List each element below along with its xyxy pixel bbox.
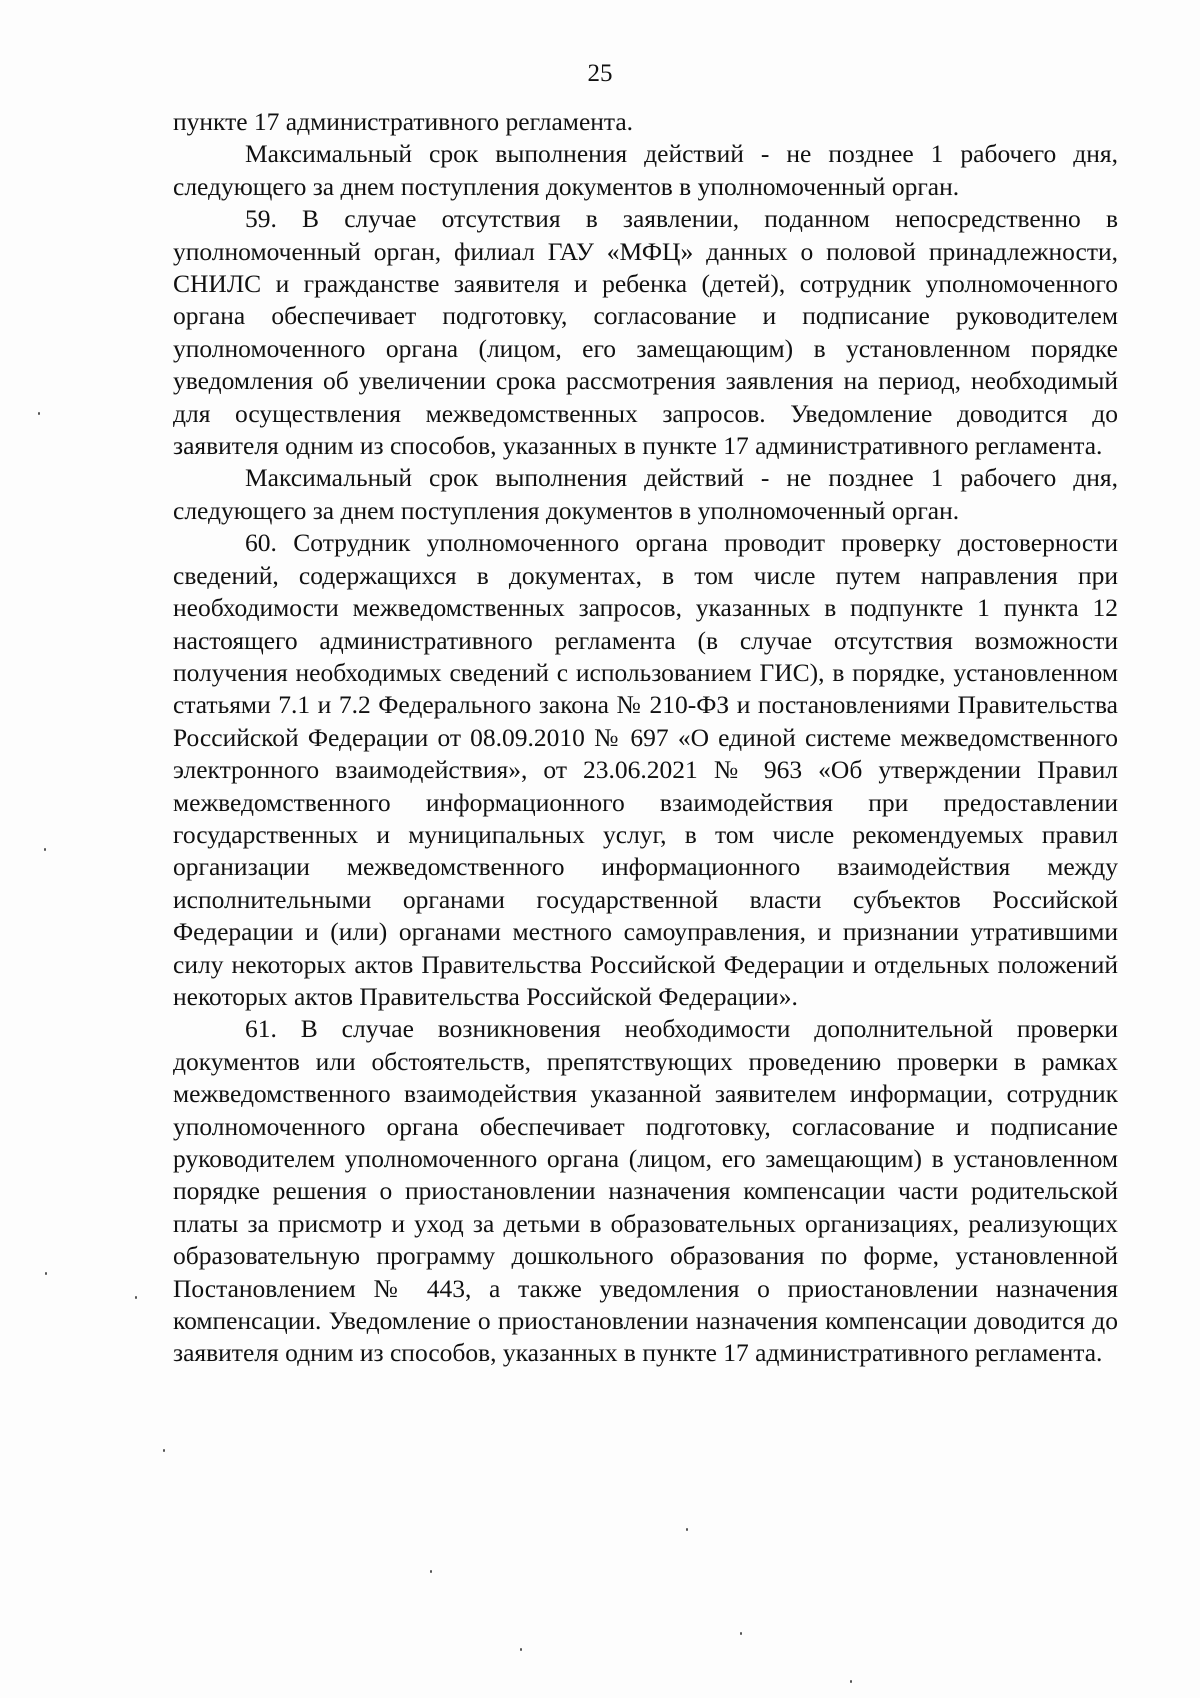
- scan-speck: [740, 1632, 742, 1635]
- scan-speck: [163, 1449, 165, 1452]
- scan-speck: [520, 1648, 522, 1651]
- scan-speck: [686, 1528, 688, 1531]
- scan-speck: [430, 1570, 432, 1573]
- paragraph-59: 59. В случае отсутствия в заявлении, поданном непосредственно в уполномоченный орган, филиал ГАУ «МФЦ» данных о половой принадлежности, СНИЛС и гражданстве заявителя и ребенка (детей), сотрудник уполномоченного органа обеспечивает подготовку, согласование и подписание руководителем уполномоченного органа (лицом, его замещающим) в установленном порядке уведомления об увеличении срока рассмотрения заявления на период, необходимый для осуществления межведомственных запросов. Уведомление доводится до заявителя одним из способов, указанных в пункте 17 административного регламента.: [173, 204, 1118, 461]
- paragraph-continuation: пункте 17 административного регламента.: [173, 107, 634, 136]
- paragraph-61: 61. В случае возникновения необходимости дополнительной проверки документов или обстоятельств, препятствующих проведению проверки в рамках межведомственного взаимодействия указанной заявителем информации, сотрудник уполномоченного органа обеспечивает подготовку, согласование и подписание руководителем уполномоченного органа (лицом, его замещающим) в установленном порядке решения о приостановлении назначения компенсации части родительской платы за присмотр и уход за детьми в образовательных организациях, реализующих образовательную программу дошкольного образования по форме, установленной Постановлением № 443, а также уведомления о приостановлении назначения компенсации. Уведомление о приостановлении назначения компенсации доводится до заявителя одним из способов, указанных в пункте 17 административного регламента.: [173, 1014, 1118, 1368]
- paragraph-deadline-2: Максимальный срок выполнения действий - не позднее 1 рабочего дня, следующего за днем поступления документов в уполномоченный орган.: [173, 463, 1118, 525]
- scan-speck: [135, 1296, 137, 1299]
- document-body: [173, 106, 1118, 1370]
- paragraph-60: 60. Сотрудник уполномоченного органа проводит проверку достоверности сведений, содержащихся в документах, в том числе путем направления при необходимости межведомственных запросов, указанных в подпункте 1 пункта 12 настоящего административного регламента (в случае отсутствия возможности получения необходимых сведений с использованием ГИС), в порядке, установленном статьями 7.1 и 7.2 Федерального закона № 210-ФЗ и постановлениями Правительства Российской Федерации от 08.09.2010 № 697 «О единой системе межведомственного электронного взаимодействия», от 23.06.2021 № 963 «Об утверждении Правил межведомственного информационного взаимодействия при предоставлении государственных и муниципальных услуг, в том числе рекомендуемых правил организации межведомственного информационного взаимодействия между исполнительными органами государственной власти субъектов Российской Федерации и (или) органами местного самоуправления, и признании утратившими силу некоторых актов Правительства Российской Федерации и отдельных положений некоторых актов Правительства Российской Федерации».: [173, 528, 1118, 1011]
- page-number: 25: [587, 60, 613, 87]
- scan-speck: [850, 1680, 852, 1683]
- scan-speck: [45, 1272, 47, 1275]
- scan-speck: [38, 412, 40, 415]
- paragraph-deadline-1: Максимальный срок выполнения действий - не позднее 1 рабочего дня, следующего за днем поступления документов в уполномоченный орган.: [173, 139, 1118, 201]
- scan-speck: [44, 848, 46, 851]
